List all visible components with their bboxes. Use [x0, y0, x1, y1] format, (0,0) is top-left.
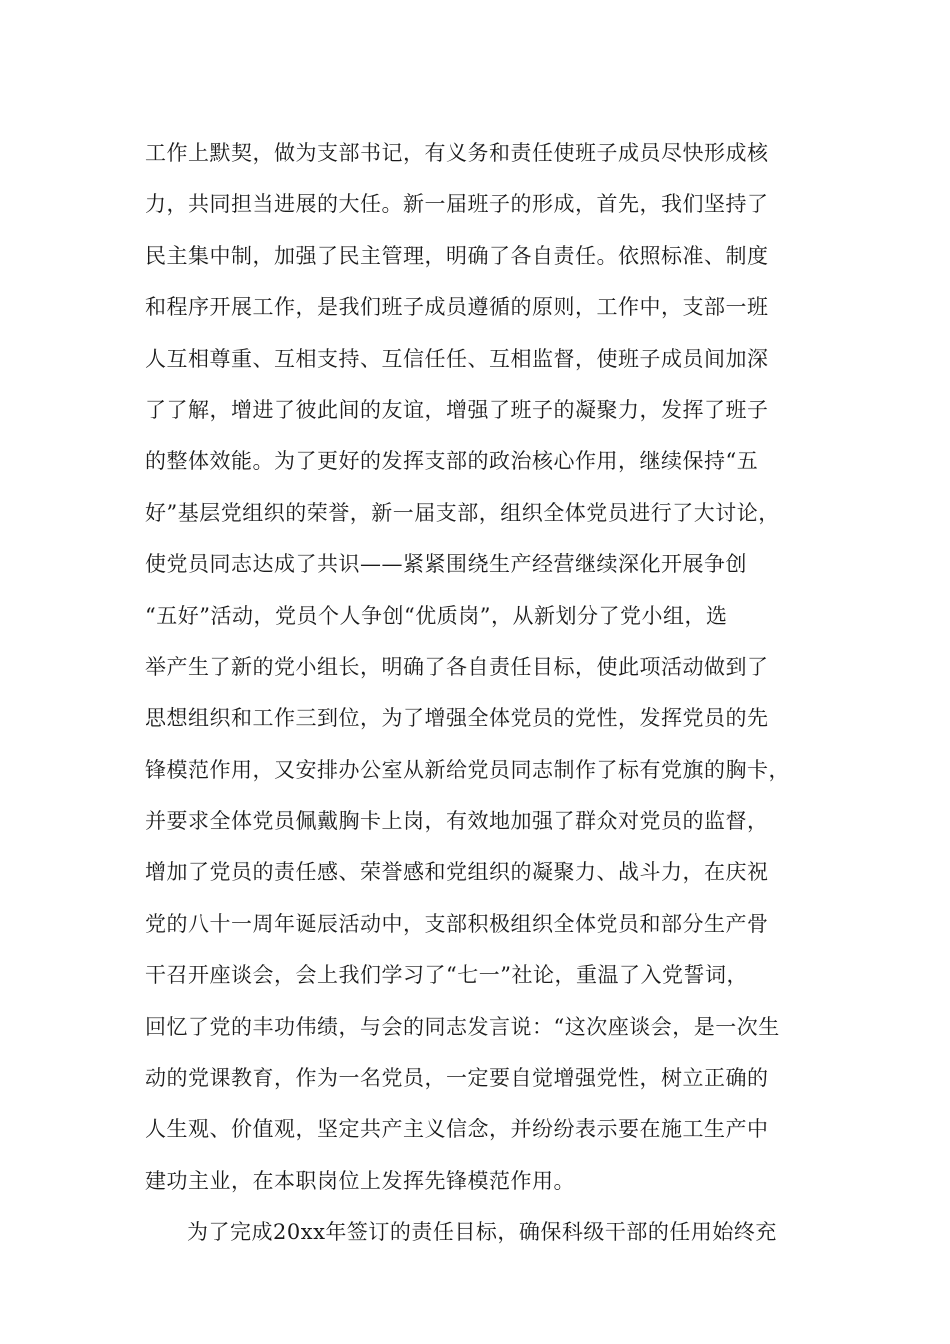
text-line: 人互相尊重、互相支持、互信任任、互相监督，使班子成员间加深: [145, 346, 769, 371]
body-text: [145, 128, 845, 1259]
text-line: 使党员同志达成了共识——紧紧围绕生产经营继续深化开展争创: [145, 552, 747, 577]
paragraph-start-line: 为了完成20xx年签订的责任目标，确保科级干部的任用始终充: [187, 1220, 777, 1245]
text-line: 锋模范作用，又安排办公室从新给党员同志制作了标有党旗的胸卡，: [145, 757, 790, 782]
text-line: 工作上默契，做为支部书记，有义务和责任使班子成员尽快形成核: [145, 141, 769, 165]
text-line: “五好”活动，党员个人争创“优质岗”，从新划分了党小组，选: [145, 603, 728, 628]
text-line: 并要求全体党员佩戴胸卡上岗，有效地加强了群众对党员的监督，: [145, 809, 769, 834]
text-line: 好”基层党组织的荣誉，新一届支部，组织全体党员进行了大讨论，: [145, 500, 780, 525]
text-line: 回忆了党的丰功伟绩，与会的同志发言说：“这次座谈会，是一次生: [145, 1014, 780, 1039]
text-line: 民主集中制，加强了民主管理，明确了各自责任。依照标准、制度: [145, 243, 769, 268]
text-line: 动的党课教育，作为一名党员，一定要自觉增强党性，树立正确的: [145, 1066, 769, 1091]
text-line: 人生观、价值观，坚定共产主义信念，并纷纷表示要在施工生产中: [145, 1117, 769, 1142]
text-line: 和程序开展工作，是我们班子成员遵循的原则，工作中，支部一班: [145, 295, 769, 320]
text-line: 了了解，增进了彼此间的友谊，增强了班子的凝聚力，发挥了班子: [145, 397, 769, 422]
text-line: 的整体效能。为了更好的发挥支部的政治核心作用，继续保持“五: [145, 449, 759, 474]
text-line: 建功主业，在本职岗位上发挥先锋模范作用。: [145, 1168, 575, 1193]
text-line: 举产生了新的党小组长，明确了各自责任目标，使此项活动做到了: [145, 654, 769, 679]
text-line: 干召开座谈会，会上我们学习了“七一”社论，重温了入党誓词，: [145, 963, 748, 988]
text-line: 党的八十一周年诞辰活动中，支部积极组织全体党员和部分生产骨: [145, 911, 769, 936]
text-line: 力，共同担当进展的大任。新一届班子的形成，首先，我们坚持了: [145, 192, 769, 217]
text-line: 思想组织和工作三到位，为了增强全体党员的党性，发挥党员的先: [145, 706, 769, 731]
text-line: 增加了党员的责任感、荣誉感和党组织的凝聚力、战斗力，在庆祝: [145, 860, 769, 885]
